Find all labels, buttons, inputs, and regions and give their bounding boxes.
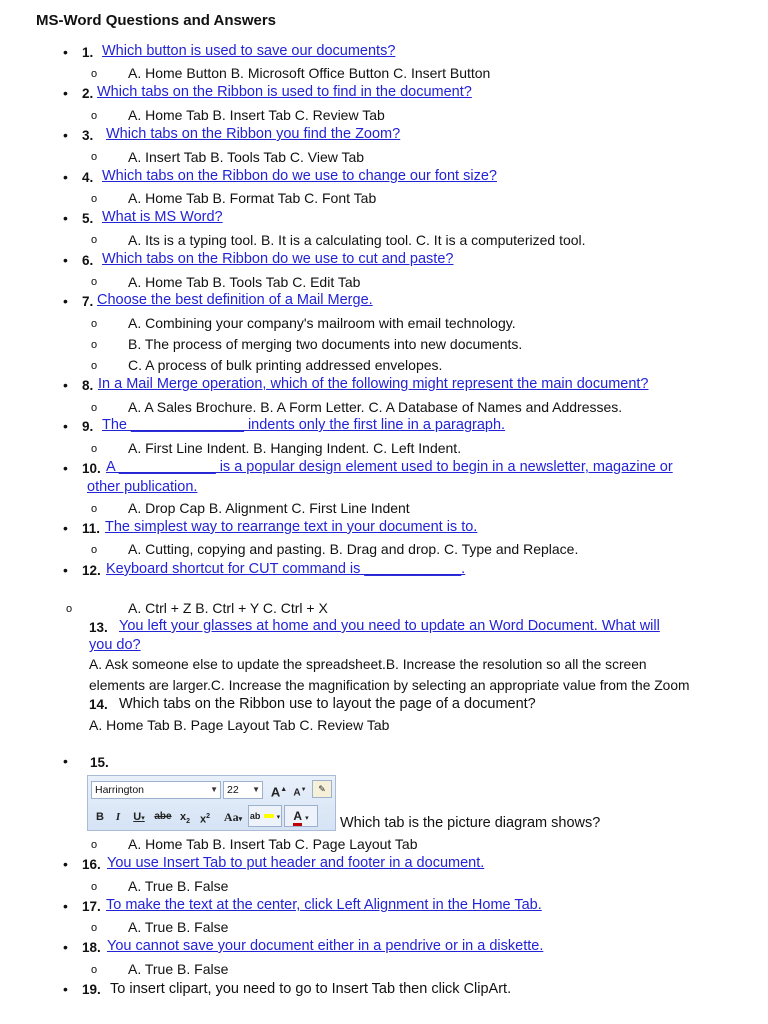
answer-option-a: A. Combining your company's mailroom with email technology. <box>128 315 516 331</box>
bullet-icon: • <box>63 127 68 143</box>
question-number: 12. <box>82 563 101 578</box>
question-link[interactable]: Keyboard shortcut for CUT command is ____________. <box>106 561 466 577</box>
answer-options: A. True B. False <box>128 961 229 977</box>
answer-options: A. True B. False <box>128 919 229 935</box>
option-marker-icon: o <box>91 193 98 205</box>
question-number: 14. <box>89 697 108 712</box>
bullet-icon: • <box>63 981 68 997</box>
question-link[interactable]: You use Insert Tab to put header and footer in a document. <box>107 855 485 871</box>
option-marker-icon: o <box>91 881 98 893</box>
answer-options: A. Home Button B. Microsoft Office Button C. Insert Button <box>128 65 491 81</box>
option-marker-icon: o <box>91 922 98 934</box>
bold-icon: B <box>96 811 104 823</box>
bullet-icon: • <box>63 856 68 872</box>
strikethrough-icon: abe <box>154 811 172 822</box>
question-number: 4. <box>82 170 94 185</box>
question-number: 15. <box>90 755 109 770</box>
question-number: 19. <box>82 982 101 997</box>
answer-options: A. Drop Cap B. Alignment C. First Line Indent <box>128 500 410 516</box>
bullet-icon: • <box>63 562 68 578</box>
font-size-box <box>223 781 263 799</box>
question-link[interactable]: A ____________ is a popular design element used to begin in a newsletter, magazine or <box>106 459 673 475</box>
option-marker-icon: o <box>91 443 98 455</box>
question-link[interactable]: Which tabs on the Ribbon you find the Zoom? <box>106 126 401 142</box>
answer-options: A. Home Tab B. Page Layout Tab C. Review Tab <box>89 717 390 733</box>
superscript-icon: $x^2$ <box>199 813 211 826</box>
bullet-icon: • <box>63 520 68 536</box>
answer-options-line-2: elements are larger.C. Increase the magnification by selecting an appropriate value from the Zoom <box>89 678 690 693</box>
question-link[interactable]: To make the text at the center, click Left Alignment in the Home Tab. <box>106 897 542 913</box>
shrink-font-icon: A▼ <box>293 787 307 799</box>
bullet-icon: • <box>63 939 68 955</box>
option-marker-icon: o <box>91 402 98 414</box>
bullet-icon: • <box>63 460 68 476</box>
bullet-icon: • <box>63 210 68 226</box>
bullet-icon: • <box>63 753 68 769</box>
question-number: 13. <box>89 620 108 635</box>
question-link[interactable]: Which tabs on the Ribbon do we use to cut and paste? <box>102 251 454 267</box>
bullet-icon: • <box>63 293 68 309</box>
question-text: To insert clipart, you need to go to Insert Tab then click ClipArt. <box>110 981 512 997</box>
question-link-continued[interactable]: you do? <box>89 637 141 653</box>
option-marker-icon: o <box>91 503 98 515</box>
option-marker-icon: o <box>91 276 98 288</box>
font-toolbar-picture <box>87 775 336 831</box>
answer-options: A. A Sales Brochure. B. A Form Letter. C. A Database of Names and Addresses. <box>128 399 623 415</box>
answer-options: A. Insert Tab B. Tools Tab C. View Tab <box>128 149 365 165</box>
option-marker-icon: o <box>91 234 98 246</box>
question-link[interactable]: The simplest way to rearrange text in your document is to. <box>105 519 478 535</box>
font-name-box <box>91 781 221 799</box>
question-number: 1. <box>82 45 94 60</box>
answer-options: A. Home Tab B. Format Tab C. Font Tab <box>128 190 377 206</box>
option-marker-icon: o <box>91 68 98 80</box>
question-number: 18. <box>82 940 101 955</box>
page-title: MS-Word Questions and Answers <box>36 12 277 29</box>
question-link[interactable]: Choose the best definition of a Mail Merge. <box>97 292 373 308</box>
answer-options: A. True B. False <box>128 878 229 894</box>
bullet-icon: • <box>63 377 68 393</box>
question-number: 3. <box>82 128 94 143</box>
underline-icon: U▾ <box>133 811 145 823</box>
question-number: 5. <box>82 211 94 226</box>
question-number: 17. <box>82 899 101 914</box>
clear-format-icon: ✎ <box>312 780 332 798</box>
chevron-down-icon: ▼ <box>210 785 218 794</box>
question-number: 16. <box>82 857 101 872</box>
question-link[interactable]: Which button is used to save our documents? <box>102 43 396 59</box>
answer-option-c: C. A process of bulk printing addressed envelopes. <box>128 357 443 373</box>
option-marker-icon: o <box>91 360 98 372</box>
question-number: 8. <box>82 378 94 393</box>
answer-options: A. Home Tab B. Insert Tab C. Review Tab <box>128 107 385 123</box>
font-size-value: 22 <box>227 784 239 796</box>
bullet-icon: • <box>63 85 68 101</box>
option-marker-icon: o <box>91 339 98 351</box>
option-marker-icon: o <box>91 839 98 851</box>
question-link[interactable]: You left your glasses at home and you need to update an Word Document. What will <box>119 618 660 634</box>
question-number: 9. <box>82 419 94 434</box>
font-color-icon: A ▾ <box>284 805 318 827</box>
answer-options: A. First Line Indent. B. Hanging Indent. C. Left Indent. <box>128 440 462 456</box>
question-number: 7. <box>82 294 94 309</box>
highlight-icon: ab ▾ <box>248 805 282 827</box>
bullet-icon: • <box>63 252 68 268</box>
option-marker-icon: o <box>91 110 98 122</box>
question-text: Which tabs on the Ribbon use to layout the page of a document? <box>119 696 536 712</box>
question-link[interactable]: You cannot save your document either in a pendrive or in a diskette. <box>107 938 544 954</box>
question-number: 11. <box>82 521 101 536</box>
answer-options: A. Cutting, copying and pasting. B. Drag and drop. C. Type and Replace. <box>128 541 579 557</box>
question-link[interactable]: Which tabs on the Ribbon do we use to change our font size? <box>102 168 497 184</box>
question-number: 10. <box>82 461 101 476</box>
subscript-icon: $x_2$ <box>179 811 191 826</box>
bullet-icon: • <box>63 418 68 434</box>
change-case-icon: Aa▾ <box>223 810 243 824</box>
option-marker-icon: o <box>66 603 73 615</box>
answer-options-line-1: A. Ask someone else to update the spreadsheet.B. Increase the resolution so all the screen <box>89 657 647 672</box>
option-marker-icon: o <box>91 964 98 976</box>
question-number: 2. <box>82 86 94 101</box>
question-link-continued[interactable]: other publication. <box>87 479 198 495</box>
answer-options: A. Home Tab B. Insert Tab C. Page Layout Tab <box>128 836 418 852</box>
bullet-icon: • <box>63 898 68 914</box>
option-marker-icon: o <box>91 544 98 556</box>
question-text: Which tab is the picture diagram shows? <box>340 815 601 831</box>
question-link[interactable]: The ______________ indents only the first line in a paragraph. <box>102 417 506 433</box>
question-link[interactable]: Which tabs on the Ribbon is used to find in the document? <box>97 84 472 100</box>
bullet-icon: • <box>63 44 68 60</box>
answer-options: A. Its is a typing tool. B. It is a calculating tool. C. It is a computerized tool. <box>128 232 586 248</box>
option-marker-icon: o <box>91 318 98 330</box>
answer-options: A. Ctrl + Z B. Ctrl + Y C. Ctrl + X <box>128 600 328 616</box>
bullet-icon: • <box>63 169 68 185</box>
font-name-value: Harrington <box>95 784 145 796</box>
italic-icon: I <box>115 811 121 823</box>
answer-options: A. Home Tab B. Tools Tab C. Edit Tab <box>128 274 361 290</box>
grow-font-icon: A▲ <box>270 784 288 800</box>
question-link[interactable]: In a Mail Merge operation, which of the following might represent the main document? <box>98 376 649 392</box>
question-number: 6. <box>82 253 94 268</box>
chevron-down-icon: ▼ <box>252 785 260 794</box>
question-link[interactable]: What is MS Word? <box>102 209 223 225</box>
option-marker-icon: o <box>91 151 98 163</box>
answer-option-b: B. The process of merging two documents into new documents. <box>128 336 523 352</box>
